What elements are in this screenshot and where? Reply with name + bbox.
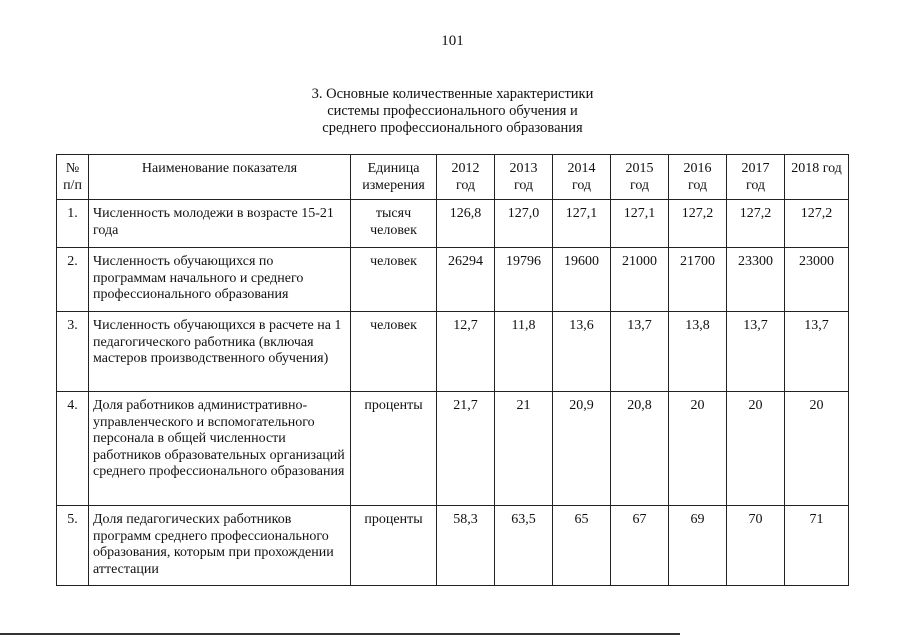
header-unit: Единица измерения — [351, 155, 437, 200]
row-value: 19796 — [495, 248, 553, 312]
header-year-2013: 2013 год — [495, 155, 553, 200]
indicators-table — [56, 154, 849, 586]
row-value: 12,7 — [437, 312, 495, 392]
row-value: 20,8 — [611, 392, 669, 506]
row-num: 3. — [57, 312, 89, 392]
row-num: 4. — [57, 392, 89, 506]
header-year-2014: 2014 год — [553, 155, 611, 200]
header-year-2015: 2015 год — [611, 155, 669, 200]
header-year-2018: 2018 год — [785, 155, 849, 200]
row-value: 13,7 — [611, 312, 669, 392]
header-year-2012: 2012 год — [437, 155, 495, 200]
row-value: 63,5 — [495, 506, 553, 586]
row-unit: человек — [351, 248, 437, 312]
row-value: 21700 — [669, 248, 727, 312]
row-value: 69 — [669, 506, 727, 586]
row-name: Доля работников административно-управленческого и вспомогательного персонала в общей численности работников образовательных организаций среднего профессионального образования — [89, 392, 351, 506]
row-value: 13,7 — [785, 312, 849, 392]
row-value: 20 — [785, 392, 849, 506]
row-num: 5. — [57, 506, 89, 586]
table-header-row — [57, 155, 849, 200]
section-title — [200, 86, 705, 137]
row-unit: проценты — [351, 392, 437, 506]
row-unit: проценты — [351, 506, 437, 586]
row-value: 127,0 — [495, 200, 553, 248]
row-value: 65 — [553, 506, 611, 586]
row-value: 23300 — [727, 248, 785, 312]
row-value: 23000 — [785, 248, 849, 312]
row-value: 127,1 — [611, 200, 669, 248]
row-value: 26294 — [437, 248, 495, 312]
page-number: 101 — [441, 33, 464, 49]
title-line-2: системы профессионального обучения и — [327, 103, 578, 119]
row-value: 21 — [495, 392, 553, 506]
row-name: Численность обучающихся в расчете на 1 педагогического работника (включая мастеров производственного обучения) — [89, 312, 351, 392]
row-value: 127,2 — [785, 200, 849, 248]
row-value: 20,9 — [553, 392, 611, 506]
row-value: 21,7 — [437, 392, 495, 506]
row-value: 21000 — [611, 248, 669, 312]
table-row — [57, 200, 849, 248]
table-row — [57, 506, 849, 586]
header-name: Наименование показателя — [89, 155, 351, 200]
header-num: № п/п — [57, 155, 89, 200]
row-value: 70 — [727, 506, 785, 586]
title-line-1: 3. Основные количественные характеристики — [311, 86, 594, 102]
row-name: Численность обучающихся по программам начального и среднего профессионального образования — [89, 248, 351, 312]
row-value: 13,6 — [553, 312, 611, 392]
row-value: 127,2 — [727, 200, 785, 248]
table-row — [57, 312, 849, 392]
row-value: 71 — [785, 506, 849, 586]
row-value: 67 — [611, 506, 669, 586]
row-value: 20 — [727, 392, 785, 506]
row-value: 58,3 — [437, 506, 495, 586]
page-bottom-rule — [0, 633, 680, 635]
header-year-2016: 2016 год — [669, 155, 727, 200]
row-value: 11,8 — [495, 312, 553, 392]
table-row — [57, 248, 849, 312]
row-value: 127,2 — [669, 200, 727, 248]
row-unit: тысяч человек — [351, 200, 437, 248]
header-year-2017: 2017 год — [727, 155, 785, 200]
row-value: 127,1 — [553, 200, 611, 248]
row-unit: человек — [351, 312, 437, 392]
row-num: 2. — [57, 248, 89, 312]
row-value: 13,7 — [727, 312, 785, 392]
row-name: Доля педагогических работников программ среднего профессионального образования, которым при прохождении аттестации — [89, 506, 351, 586]
table-row — [57, 392, 849, 506]
row-value: 19600 — [553, 248, 611, 312]
row-num: 1. — [57, 200, 89, 248]
row-value: 20 — [669, 392, 727, 506]
row-value: 126,8 — [437, 200, 495, 248]
row-name: Численность молодежи в возрасте 15-21 года — [89, 200, 351, 248]
title-line-3: среднего профессионального образования — [322, 120, 583, 136]
row-value: 13,8 — [669, 312, 727, 392]
